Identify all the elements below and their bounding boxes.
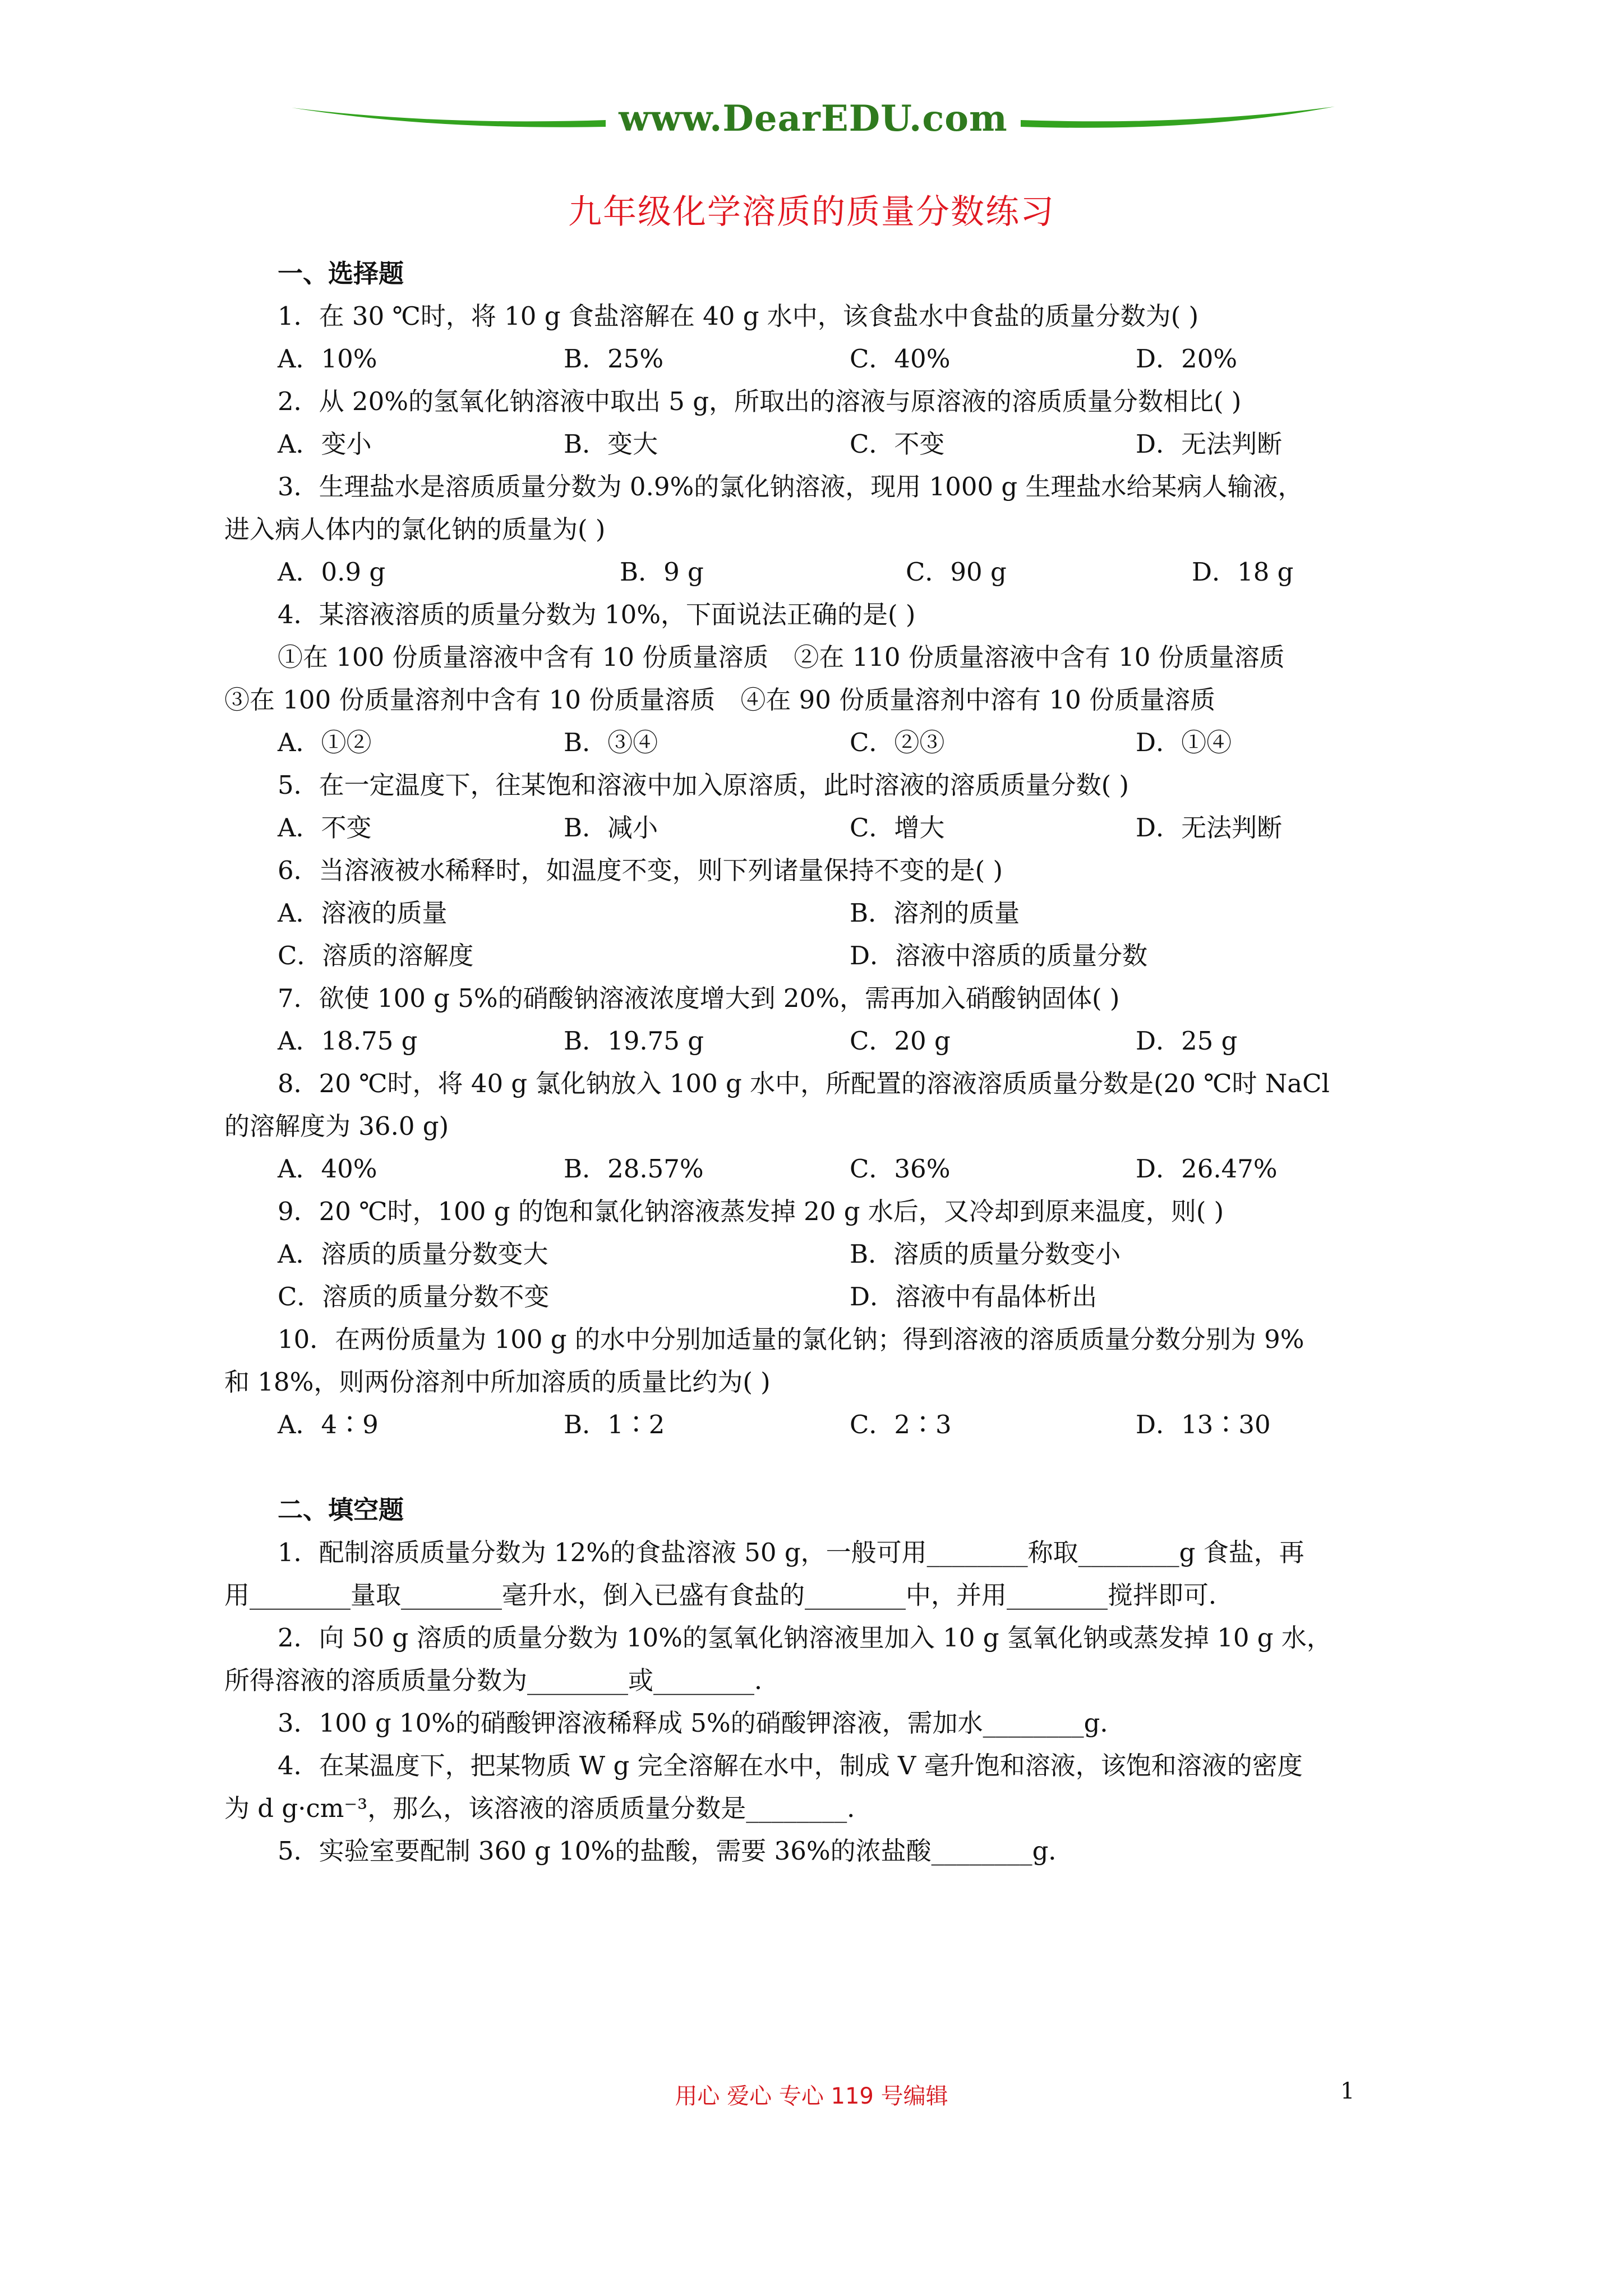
option-c: C．36%: [850, 1154, 951, 1184]
option-b: B．25%: [564, 344, 664, 374]
option-b: B．溶质的质量分数变小: [850, 1239, 1121, 1269]
option-d: D．溶液中有晶体析出: [850, 1282, 1098, 1312]
options-row: [224, 1233, 1419, 1276]
option-a: A．18.75 g: [278, 1026, 418, 1056]
question-text: 6．当溶液被水稀释时，如温度不变，则下列诸量保持不变的是( ): [278, 855, 1003, 885]
question-text: 1．在 30 ℃时，将 10 g 食盐溶解在 40 g 水中，该食盐水中食盐的质量分数为( ): [278, 301, 1199, 331]
option-b: B．9 g: [620, 557, 704, 587]
fill-question-text-continued: 用________量取________毫升水，倒入已盛有食盐的________中，并用________搅拌即可．: [224, 1580, 1234, 1610]
option-c: C．20 g: [850, 1026, 951, 1056]
option-d: D．20%: [1136, 344, 1238, 374]
options-row: [224, 1020, 1419, 1062]
option-a: A．溶液的质量: [278, 898, 448, 928]
question-text-continued: 的溶解度为 36.0 g): [224, 1111, 449, 1141]
fill-question-text: 4．在某温度下，把某物质 W g 完全溶解在水中，制成 V 毫升饱和溶液，该饱和溶液的密度: [278, 1751, 1303, 1780]
option-c: C．增大: [850, 813, 945, 843]
option-c: C．90 g: [906, 557, 1007, 587]
section-spacer: [224, 1446, 1419, 1489]
fill-question-text: 5．实验室要配制 360 g 10%的盐酸，需要 36%的浓盐酸________g．: [278, 1836, 1074, 1866]
option-c: C．②③: [850, 728, 945, 757]
option-d: D．25 g: [1136, 1026, 1238, 1056]
options-row: [224, 1404, 1419, 1446]
fill-question-text-continued: 所得溶液的溶质质量分数为________或________．: [224, 1665, 780, 1695]
site-url[interactable]: www.DearEDU.com: [619, 98, 1008, 140]
options-row: [224, 551, 1419, 593]
footer-text: 用心 爱心 专心 119 号编辑: [675, 2083, 948, 2109]
question-text: 9．20 ℃时，100 g 的饱和氯化钠溶液蒸发掉 20 g 水后，又冷却到原来温度，则( ): [278, 1197, 1224, 1226]
option-b: B．减小: [564, 813, 658, 843]
option-d: D．①④: [1136, 728, 1232, 757]
option-a: A．0.9 g: [278, 557, 386, 587]
option-a: A．①②: [278, 728, 372, 757]
options-row: [224, 423, 1419, 466]
question-text-continued: 进入病人体内的氯化钠的质量为( ): [224, 514, 606, 544]
option-a: A．10%: [278, 344, 377, 374]
option-b: B．溶剂的质量: [850, 898, 1020, 928]
option-a: A．溶质的质量分数变大: [278, 1239, 548, 1269]
statement-line: ③在 100 份质量溶剂中含有 10 份质量溶质 ④在 90 份质量溶剂中溶有 10 份质量溶质: [224, 685, 1216, 715]
question-text: 8．20 ℃时，将 40 g 氯化钠放入 100 g 水中，所配置的溶液溶质质量分数是(20 ℃时 NaCl: [278, 1069, 1330, 1098]
option-b: B．19.75 g: [564, 1026, 704, 1056]
page-number: 1: [1340, 2078, 1355, 2104]
options-row: [224, 807, 1419, 849]
option-c: C．40%: [850, 344, 951, 374]
question-text: 7．欲使 100 g 5%的硝酸钠溶液浓度增大到 20%，需再加入硝酸钠固体( ): [278, 983, 1120, 1013]
section-heading: 一、选择题: [278, 259, 404, 288]
option-a: A．不变: [278, 813, 372, 843]
option-d: D．18 g: [1192, 557, 1294, 587]
document-body: [224, 252, 1419, 1872]
section-heading: 二、填空题: [278, 1495, 404, 1525]
option-a: A．4∶9: [278, 1410, 379, 1439]
option-a: A．变小: [278, 429, 372, 459]
option-c: C．2∶3: [850, 1410, 952, 1439]
option-d: D．13∶30: [1136, 1410, 1271, 1439]
option-a: A．40%: [278, 1154, 377, 1184]
question-text: 5．在一定温度下，往某饱和溶液中加入原溶质，此时溶液的溶质质量分数( ): [278, 770, 1129, 800]
fill-question-text: 1．配制溶质质量分数为 12%的食盐溶液 50 g，一般可用________称取________g 食盐，再: [278, 1538, 1304, 1567]
option-b: B．③④: [564, 728, 658, 757]
option-d: D．26.47%: [1136, 1154, 1278, 1184]
option-c: C．不变: [850, 429, 945, 459]
option-c: C．溶质的溶解度: [278, 941, 474, 970]
options-row: [224, 721, 1419, 764]
question-text: 4．某溶液溶质的质量分数为 10%，下面说法正确的是( ): [278, 600, 916, 629]
options-row: [224, 1148, 1419, 1190]
option-b: B．1∶2: [564, 1410, 665, 1439]
option-d: D．无法判断: [1136, 429, 1283, 459]
fill-question-text: 3．100 g 10%的硝酸钾溶液稀释成 5%的硝酸钾溶液，需加水________g．: [278, 1708, 1126, 1738]
question-text-continued: 和 18%，则两份溶剂中所加溶质的质量比约为( ): [224, 1367, 771, 1397]
header-banner: [292, 98, 1335, 140]
options-row: [224, 892, 1419, 935]
options-row: [224, 1276, 1419, 1318]
option-d: D．溶液中溶质的质量分数: [850, 941, 1148, 970]
question-text: 2．从 20%的氢氧化钠溶液中取出 5 g，所取出的溶液与原溶液的溶质质量分数相比( ): [278, 386, 1242, 416]
question-text: 3．生理盐水是溶质质量分数为 0.9%的氯化钠溶液，现用 1000 g 生理盐水给某病人输液，: [278, 472, 1303, 501]
option-c: C．溶质的质量分数不变: [278, 1282, 550, 1312]
fill-question-text: 2．向 50 g 溶质的质量分数为 10%的氢氧化钠溶液里加入 10 g 氢氧化钠或蒸发掉 10 g 水，: [278, 1623, 1332, 1653]
page-title: 九年级化学溶质的质量分数练习: [568, 192, 1055, 232]
question-text: 10．在两份质量为 100 g 的水中分别加适量的氯化钠；得到溶液的溶质质量分数分别为 9%: [278, 1324, 1304, 1354]
fill-question-text-continued: 为 d g·cm⁻³，那么，该溶液的溶质质量分数是________．: [224, 1793, 873, 1823]
option-d: D．无法判断: [1136, 813, 1283, 843]
statement-line: ①在 100 份质量溶液中含有 10 份质量溶质 ②在 110 份质量溶液中含有 10 份质量溶质: [278, 642, 1285, 672]
option-b: B．变大: [564, 429, 658, 459]
options-row: [224, 935, 1419, 977]
options-row: [224, 338, 1419, 380]
option-b: B．28.57%: [564, 1154, 704, 1184]
